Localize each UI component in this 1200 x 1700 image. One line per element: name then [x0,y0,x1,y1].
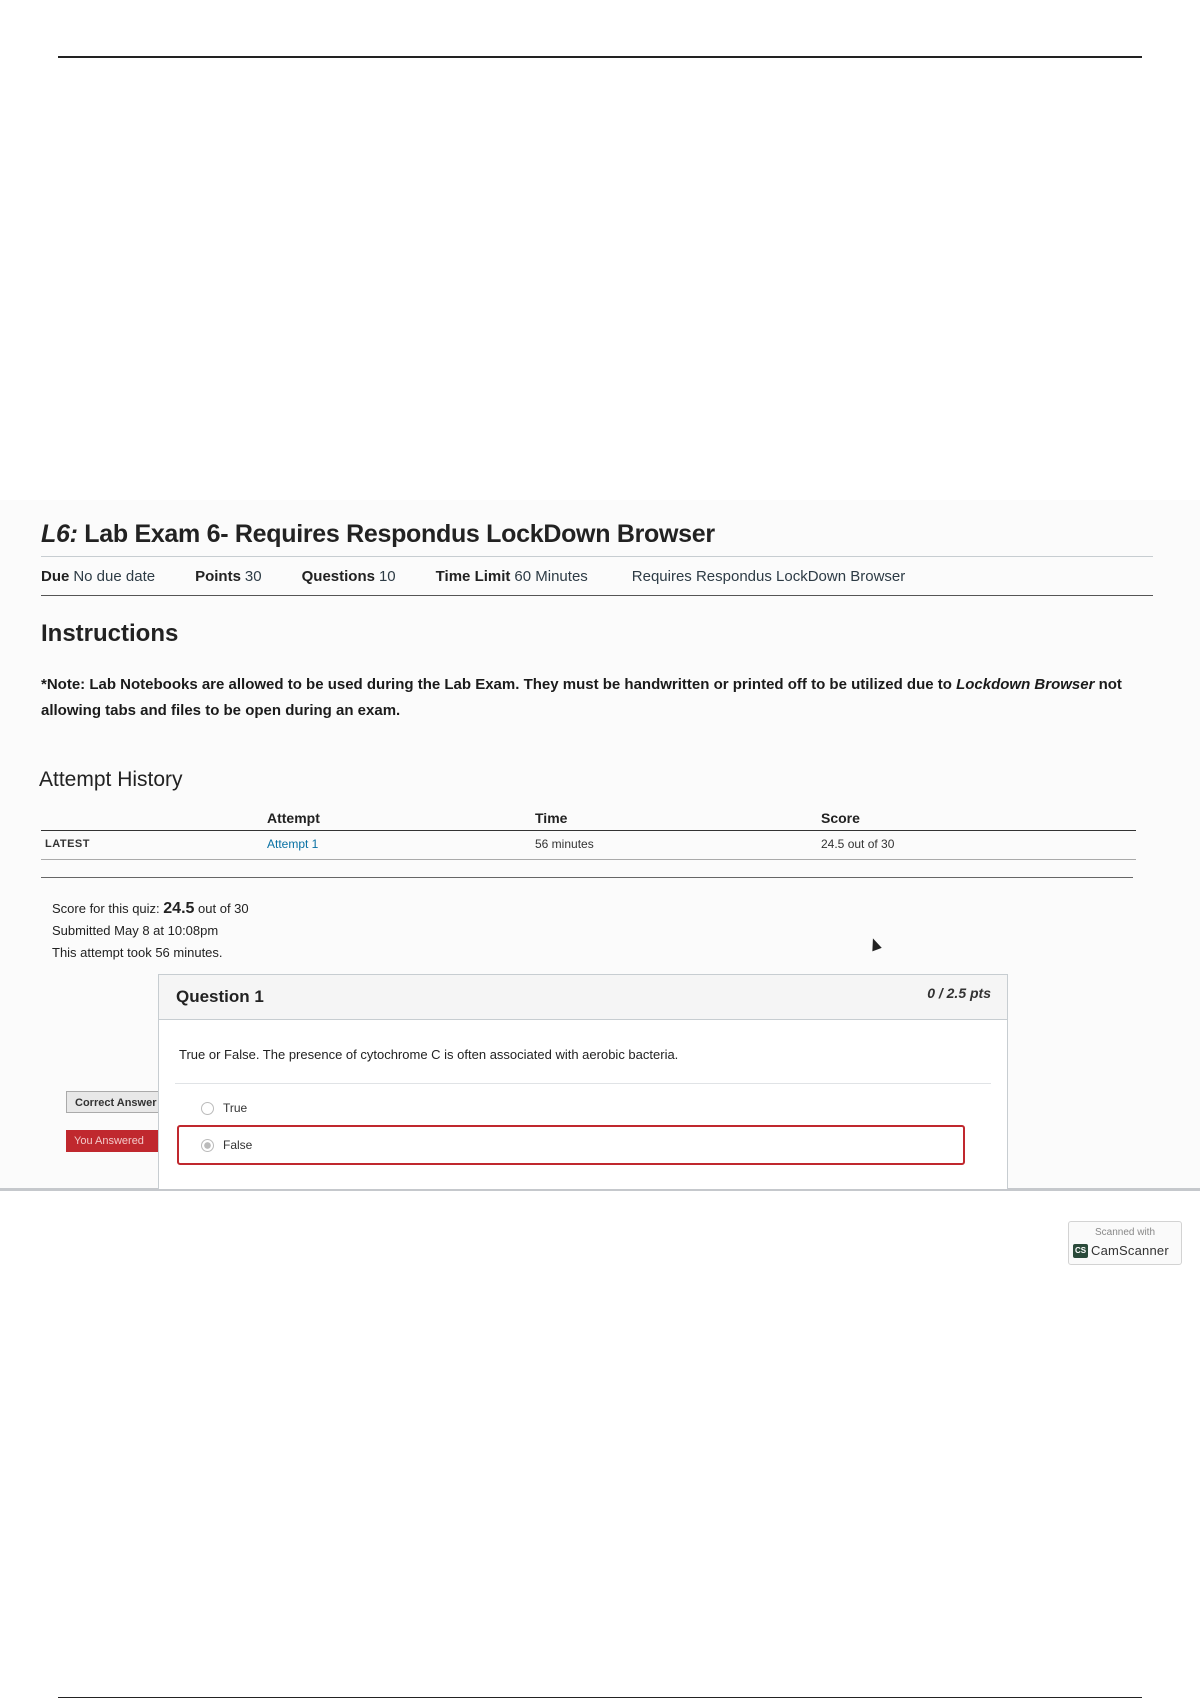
quiz-title [41,520,715,549]
table-row [41,831,1136,860]
attempt-score: 24.5 out of 30 [821,837,895,851]
score-line: Score for this quiz: 24.5 out of 30 [52,900,249,917]
attempt-history-table [41,808,1136,860]
answer-label: False [223,1138,253,1152]
mouse-cursor-icon [868,937,882,952]
column-header-score: Score [821,810,860,826]
duration-line: This attempt took 56 minutes. [52,945,223,960]
instructions-heading: Instructions [41,620,179,647]
score-value: 24.5 [163,900,195,917]
answer-option-true[interactable] [201,1101,247,1115]
camscanner-watermark [1068,1221,1182,1265]
latest-label: LATEST [45,838,90,850]
question-divider [175,1083,991,1084]
meta-due: Due No due date [41,567,156,585]
note-lockdown-italic: Lockdown Browser [956,676,1095,693]
page-bottom-rule [58,1697,1142,1698]
meta-lockdown: Requires Respondus LockDown Browser [631,567,906,585]
question-header [159,975,1007,1020]
answer-option-false[interactable] [177,1125,965,1165]
meta-questions: Questions 10 [301,567,396,585]
quiz-score-summary [52,898,249,964]
instructions-note: *Note: Lab Notebooks are allowed to be used during the Lab Exam. They must be handwritten or printed off to be utilized due to Lockdown Browser not allowing tabs and files to be open during an exam. [41,676,1122,719]
radio-selected-icon[interactable] [201,1139,214,1152]
table-header-row [41,808,1136,831]
submitted-line: Submitted May 8 at 10:08pm [52,923,219,938]
question-text: True or False. The presence of cytochrome C is often associated with aerobic bacteria. [179,1047,679,1062]
quiz-title-text: Lab Exam 6- Requires Respondus LockDown Browser [84,520,715,548]
question-card [158,974,1008,1189]
question-title: Question 1 [176,987,264,1006]
column-header-time: Time [535,810,568,826]
watermark-caption: Scanned with [1094,1227,1156,1238]
radio-icon[interactable] [201,1102,214,1115]
watermark-name: CamScanner [1091,1243,1169,1258]
column-header-attempt: Attempt [267,810,320,826]
correct-answer-tag: Correct Answer [66,1091,168,1113]
column-header-blank [41,808,263,831]
quiz-title-prefix: L6: [41,520,78,548]
quiz-screenshot [0,500,1200,1191]
attempt-history-divider [41,877,1133,878]
quiz-meta-bar [41,556,1153,596]
answer-label: True [223,1101,248,1115]
page-top-rule [58,56,1142,58]
question-points: 0 / 2.5 pts [927,985,991,1001]
attempt-1-link[interactable]: Attempt 1 [267,837,319,851]
camscanner-logo-icon: CS [1073,1244,1088,1258]
attempt-history-heading: Attempt History [39,768,183,791]
attempt-time: 56 minutes [535,837,594,851]
you-answered-tag: You Answered [66,1130,168,1152]
meta-points: Points 30 [195,567,262,585]
meta-time-limit: Time Limit 60 Minutes [435,567,588,585]
